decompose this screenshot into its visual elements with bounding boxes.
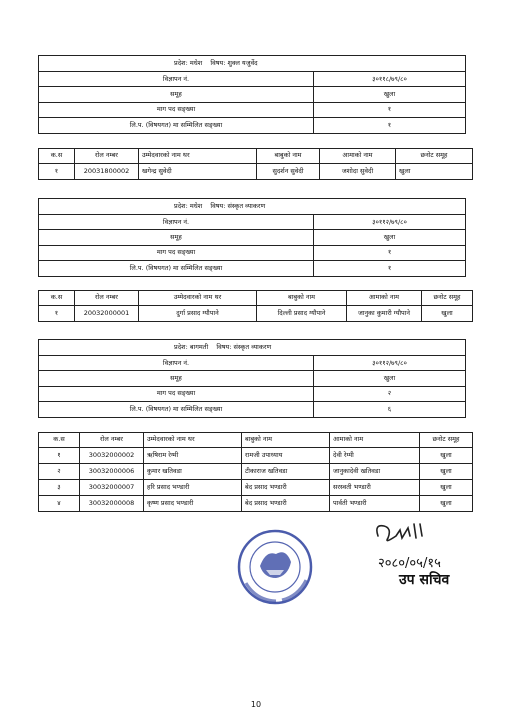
- section-3-pradesh: प्रदेश: बागमती: [174, 342, 209, 351]
- info-row: विज्ञापन नं. ३०११२/७९/८०: [39, 356, 466, 371]
- table-row: १ 20032000001 दुर्गा प्रसाद ग्यौपाने दिल्ली प्रसाद ग्यौपाने जानुका कुमारी ग्यौपाने खुला: [39, 306, 473, 322]
- table-row: २ 30032000006 कुमार खतिवडा टीकाराज खतिवडा जानुकादेवी खतिवडा खुला: [39, 464, 473, 480]
- signature-scribble: [370, 514, 430, 554]
- info-row: समूह खुला: [39, 87, 466, 102]
- table-row: १ 20031800002 खगेन्द्र सुवेदी सुदर्शन सुवेदी जशोदा सुवेदी खुला: [39, 164, 473, 180]
- table-row: ३ 30032000007 हरि प्रसाद भण्डारी बेद प्रसाद भण्डारी सरस्वती भण्डारी खुला: [39, 480, 473, 496]
- section-3-subject: विषय: संस्कृत व्याकरण: [216, 342, 272, 351]
- section-1-header: [39, 56, 466, 72]
- page-number: 10: [250, 700, 262, 709]
- info-row: समूह खुला: [39, 230, 466, 245]
- table-row: १ 30032000002 ऋषिराम रेग्मी रामजी उपाध्याय देवी रेग्मी खुला: [39, 448, 473, 464]
- signature-date: २०८०/०५/१५: [378, 556, 441, 571]
- section-3-header: [39, 340, 466, 356]
- info-row: लि.प. (विषयगत) मा सम्मिलित सङ्ख्या १: [39, 118, 466, 133]
- info-row: लि.प. (विषयगत) मा सम्मिलित सङ्ख्या ६: [39, 402, 466, 417]
- section-2-info-table: [38, 198, 466, 277]
- section-3-candidate-table: [38, 432, 473, 512]
- info-row: विज्ञापन नं. ३०११८/७९/८०: [39, 72, 466, 87]
- info-row: माग पद सङ्ख्या १: [39, 245, 466, 260]
- info-row: विज्ञापन नं. ३०११२/७९/८०: [39, 215, 466, 230]
- section-1-pradesh: प्रदेश: मधेश: [174, 58, 203, 67]
- table-header-row: क.स रोल नम्बर उम्मेदवारको नाम थर बाबुको नाम आमाको नाम छनोट समूह: [39, 149, 473, 164]
- table-header-row: क.स रोल नम्बर उम्मेदवारको नाम थर बाबुको नाम आमाको नाम छनोट समूह: [39, 291, 473, 306]
- official-seal-stamp: [236, 528, 314, 606]
- section-2-pradesh: प्रदेश: मधेश: [174, 201, 203, 210]
- section-3-info-table: [38, 339, 466, 418]
- info-row: लि.प. (विषयगत) मा सम्मिलित सङ्ख्या १: [39, 261, 466, 276]
- section-2-header: [39, 199, 466, 215]
- info-row: माग पद सङ्ख्या २: [39, 386, 466, 401]
- signature-title: उप सचिव: [399, 572, 450, 588]
- info-row: माग पद सङ्ख्या १: [39, 102, 466, 117]
- section-2-candidate-table: [38, 290, 473, 322]
- section-1-subject: विषय: शुक्ल यजुर्वेद: [210, 58, 258, 67]
- section-1-info-table: [38, 55, 466, 134]
- section-2-subject: विषय: संस्कृत व्याकरण: [210, 201, 266, 210]
- table-header-row: क.स रोल नम्बर उम्मेदवारको नाम थर बाबुको नाम आमाको नाम छनोट समूह: [39, 433, 473, 448]
- info-row: समूह खुला: [39, 371, 466, 386]
- table-row: ४ 30032000008 कृष्ण प्रसाद भण्डारी बेद प्रसाद भण्डारी पार्वती भण्डारी खुला: [39, 496, 473, 512]
- section-1-candidate-table: [38, 148, 473, 180]
